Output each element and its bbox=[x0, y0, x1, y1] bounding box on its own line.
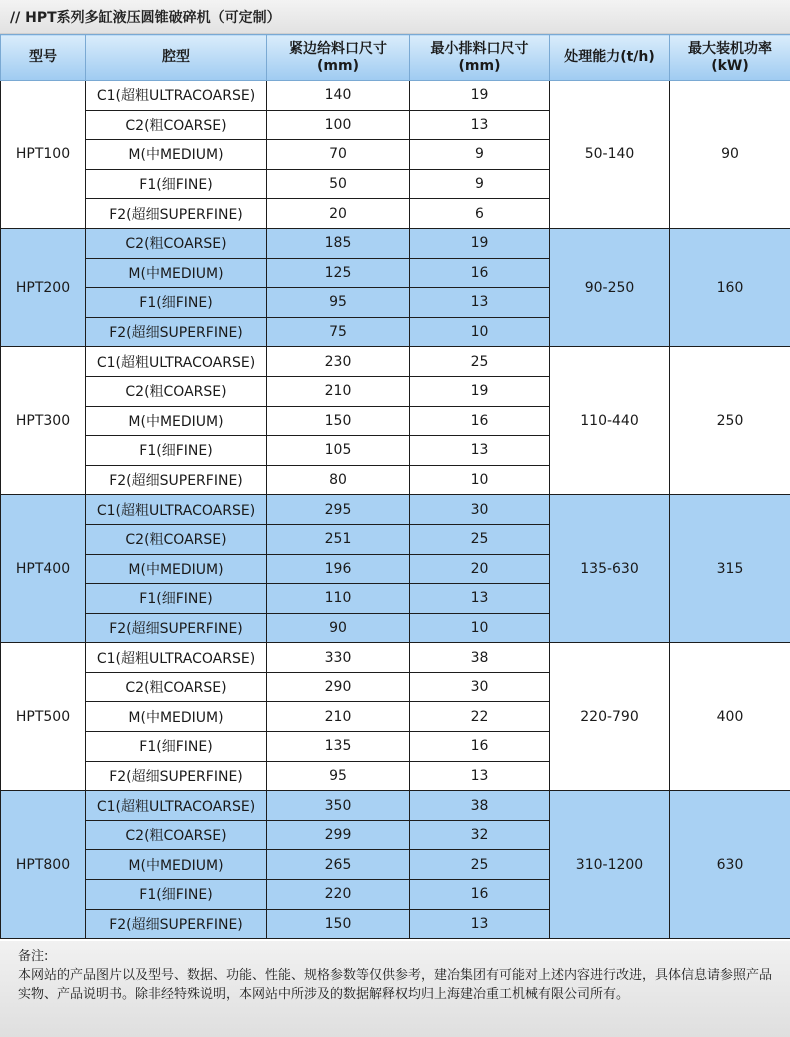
table-row bbox=[1, 643, 790, 673]
feed-opening-cell: 135 bbox=[267, 732, 410, 762]
cavity-cell: F2(超细SUPERFINE) bbox=[86, 317, 267, 347]
discharge-opening-cell: 38 bbox=[410, 791, 550, 821]
feed-opening-cell: 150 bbox=[267, 909, 410, 939]
cavity-cell: C2(粗COARSE) bbox=[86, 228, 267, 258]
header-discharge-opening: 最小排料口尺寸 (mm) bbox=[410, 35, 550, 81]
feed-opening-cell: 50 bbox=[267, 169, 410, 199]
discharge-opening-cell: 13 bbox=[410, 584, 550, 614]
discharge-opening-cell: 16 bbox=[410, 732, 550, 762]
spec-table bbox=[0, 34, 790, 939]
feed-opening-cell: 125 bbox=[267, 258, 410, 288]
discharge-opening-cell: 19 bbox=[410, 228, 550, 258]
cavity-cell: C2(粗COARSE) bbox=[86, 376, 267, 406]
cavity-cell: C2(粗COARSE) bbox=[86, 110, 267, 140]
capacity-cell: 310-1200 bbox=[550, 791, 670, 939]
discharge-opening-cell: 10 bbox=[410, 613, 550, 643]
cavity-cell: F1(细FINE) bbox=[86, 732, 267, 762]
feed-opening-cell: 140 bbox=[267, 81, 410, 111]
discharge-opening-cell: 10 bbox=[410, 317, 550, 347]
feed-opening-cell: 80 bbox=[267, 465, 410, 495]
model-cell: HPT500 bbox=[1, 643, 86, 791]
feed-opening-cell: 150 bbox=[267, 406, 410, 436]
cavity-cell: M(中MEDIUM) bbox=[86, 406, 267, 436]
feed-opening-cell: 299 bbox=[267, 820, 410, 850]
feed-opening-cell: 290 bbox=[267, 672, 410, 702]
notes-text: 本网站的产品图片以及型号、数据、功能、性能、规格参数等仅供参考，建冶集团有可能对上述内容进行改进，具体信息请参照产品实物、产品说明书。除非经特殊说明，本网站中所涉及的数据解释权均归上海建冶重工机械有限公司所有。 bbox=[18, 968, 773, 1002]
header-capacity: 处理能力(t/h) bbox=[550, 35, 670, 81]
page-title: // HPT系列多缸液压圆锥破碎机（可定制） bbox=[0, 0, 790, 34]
feed-opening-cell: 230 bbox=[267, 347, 410, 377]
table-header-row bbox=[1, 35, 790, 81]
cavity-cell: F1(细FINE) bbox=[86, 288, 267, 318]
cavity-cell: C1(超粗ULTRACOARSE) bbox=[86, 347, 267, 377]
cavity-cell: C2(粗COARSE) bbox=[86, 820, 267, 850]
discharge-opening-cell: 30 bbox=[410, 495, 550, 525]
discharge-opening-cell: 25 bbox=[410, 347, 550, 377]
cavity-cell: F2(超细SUPERFINE) bbox=[86, 909, 267, 939]
notes-label: 备注: bbox=[18, 949, 49, 964]
cavity-cell: C1(超粗ULTRACOARSE) bbox=[86, 643, 267, 673]
feed-opening-cell: 100 bbox=[267, 110, 410, 140]
capacity-cell: 135-630 bbox=[550, 495, 670, 643]
discharge-opening-cell: 9 bbox=[410, 140, 550, 170]
notes-section bbox=[0, 941, 790, 1037]
discharge-opening-cell: 13 bbox=[410, 761, 550, 791]
cavity-cell: M(中MEDIUM) bbox=[86, 702, 267, 732]
discharge-opening-cell: 25 bbox=[410, 524, 550, 554]
cavity-cell: M(中MEDIUM) bbox=[86, 258, 267, 288]
table-row bbox=[1, 791, 790, 821]
cavity-cell: M(中MEDIUM) bbox=[86, 554, 267, 584]
discharge-opening-cell: 16 bbox=[410, 406, 550, 436]
table-body bbox=[1, 81, 790, 939]
feed-opening-cell: 295 bbox=[267, 495, 410, 525]
table-row bbox=[1, 81, 790, 111]
power-cell: 160 bbox=[670, 228, 790, 346]
discharge-opening-cell: 9 bbox=[410, 169, 550, 199]
cavity-cell: F1(细FINE) bbox=[86, 880, 267, 910]
discharge-opening-cell: 19 bbox=[410, 376, 550, 406]
feed-opening-cell: 70 bbox=[267, 140, 410, 170]
cavity-cell: F2(超细SUPERFINE) bbox=[86, 761, 267, 791]
discharge-opening-cell: 30 bbox=[410, 672, 550, 702]
feed-opening-cell: 350 bbox=[267, 791, 410, 821]
feed-opening-cell: 95 bbox=[267, 288, 410, 318]
capacity-cell: 90-250 bbox=[550, 228, 670, 346]
feed-opening-cell: 210 bbox=[267, 376, 410, 406]
cavity-cell: C1(超粗ULTRACOARSE) bbox=[86, 791, 267, 821]
discharge-opening-cell: 16 bbox=[410, 880, 550, 910]
discharge-opening-cell: 32 bbox=[410, 820, 550, 850]
model-cell: HPT200 bbox=[1, 228, 86, 346]
feed-opening-cell: 185 bbox=[267, 228, 410, 258]
cavity-cell: C2(粗COARSE) bbox=[86, 672, 267, 702]
feed-opening-cell: 220 bbox=[267, 880, 410, 910]
feed-opening-cell: 265 bbox=[267, 850, 410, 880]
capacity-cell: 110-440 bbox=[550, 347, 670, 495]
header-cavity: 腔型 bbox=[86, 35, 267, 81]
feed-opening-cell: 196 bbox=[267, 554, 410, 584]
power-cell: 250 bbox=[670, 347, 790, 495]
feed-opening-cell: 75 bbox=[267, 317, 410, 347]
discharge-opening-cell: 13 bbox=[410, 288, 550, 318]
discharge-opening-cell: 22 bbox=[410, 702, 550, 732]
discharge-opening-cell: 16 bbox=[410, 258, 550, 288]
header-model: 型号 bbox=[1, 35, 86, 81]
feed-opening-cell: 20 bbox=[267, 199, 410, 229]
feed-opening-cell: 105 bbox=[267, 436, 410, 466]
cavity-cell: C1(超粗ULTRACOARSE) bbox=[86, 495, 267, 525]
cavity-cell: F1(细FINE) bbox=[86, 169, 267, 199]
capacity-cell: 220-790 bbox=[550, 643, 670, 791]
model-cell: HPT300 bbox=[1, 347, 86, 495]
power-cell: 90 bbox=[670, 81, 790, 229]
discharge-opening-cell: 13 bbox=[410, 909, 550, 939]
table-row bbox=[1, 495, 790, 525]
power-cell: 315 bbox=[670, 495, 790, 643]
table-row bbox=[1, 347, 790, 377]
header-feed-opening: 紧边给料口尺寸 (mm) bbox=[267, 35, 410, 81]
header-power: 最大装机功率 (kW) bbox=[670, 35, 790, 81]
power-cell: 400 bbox=[670, 643, 790, 791]
discharge-opening-cell: 25 bbox=[410, 850, 550, 880]
cavity-cell: F2(超细SUPERFINE) bbox=[86, 613, 267, 643]
cavity-cell: M(中MEDIUM) bbox=[86, 850, 267, 880]
feed-opening-cell: 90 bbox=[267, 613, 410, 643]
cavity-cell: M(中MEDIUM) bbox=[86, 140, 267, 170]
model-cell: HPT100 bbox=[1, 81, 86, 229]
capacity-cell: 50-140 bbox=[550, 81, 670, 229]
discharge-opening-cell: 19 bbox=[410, 81, 550, 111]
table-row bbox=[1, 228, 790, 258]
discharge-opening-cell: 38 bbox=[410, 643, 550, 673]
feed-opening-cell: 330 bbox=[267, 643, 410, 673]
model-cell: HPT800 bbox=[1, 791, 86, 939]
cavity-cell: C2(粗COARSE) bbox=[86, 524, 267, 554]
discharge-opening-cell: 13 bbox=[410, 110, 550, 140]
feed-opening-cell: 110 bbox=[267, 584, 410, 614]
discharge-opening-cell: 10 bbox=[410, 465, 550, 495]
discharge-opening-cell: 13 bbox=[410, 436, 550, 466]
cavity-cell: C1(超粗ULTRACOARSE) bbox=[86, 81, 267, 111]
cavity-cell: F2(超细SUPERFINE) bbox=[86, 465, 267, 495]
discharge-opening-cell: 6 bbox=[410, 199, 550, 229]
discharge-opening-cell: 20 bbox=[410, 554, 550, 584]
power-cell: 630 bbox=[670, 791, 790, 939]
feed-opening-cell: 95 bbox=[267, 761, 410, 791]
cavity-cell: F1(细FINE) bbox=[86, 584, 267, 614]
feed-opening-cell: 251 bbox=[267, 524, 410, 554]
model-cell: HPT400 bbox=[1, 495, 86, 643]
cavity-cell: F1(细FINE) bbox=[86, 436, 267, 466]
feed-opening-cell: 210 bbox=[267, 702, 410, 732]
cavity-cell: F2(超细SUPERFINE) bbox=[86, 199, 267, 229]
